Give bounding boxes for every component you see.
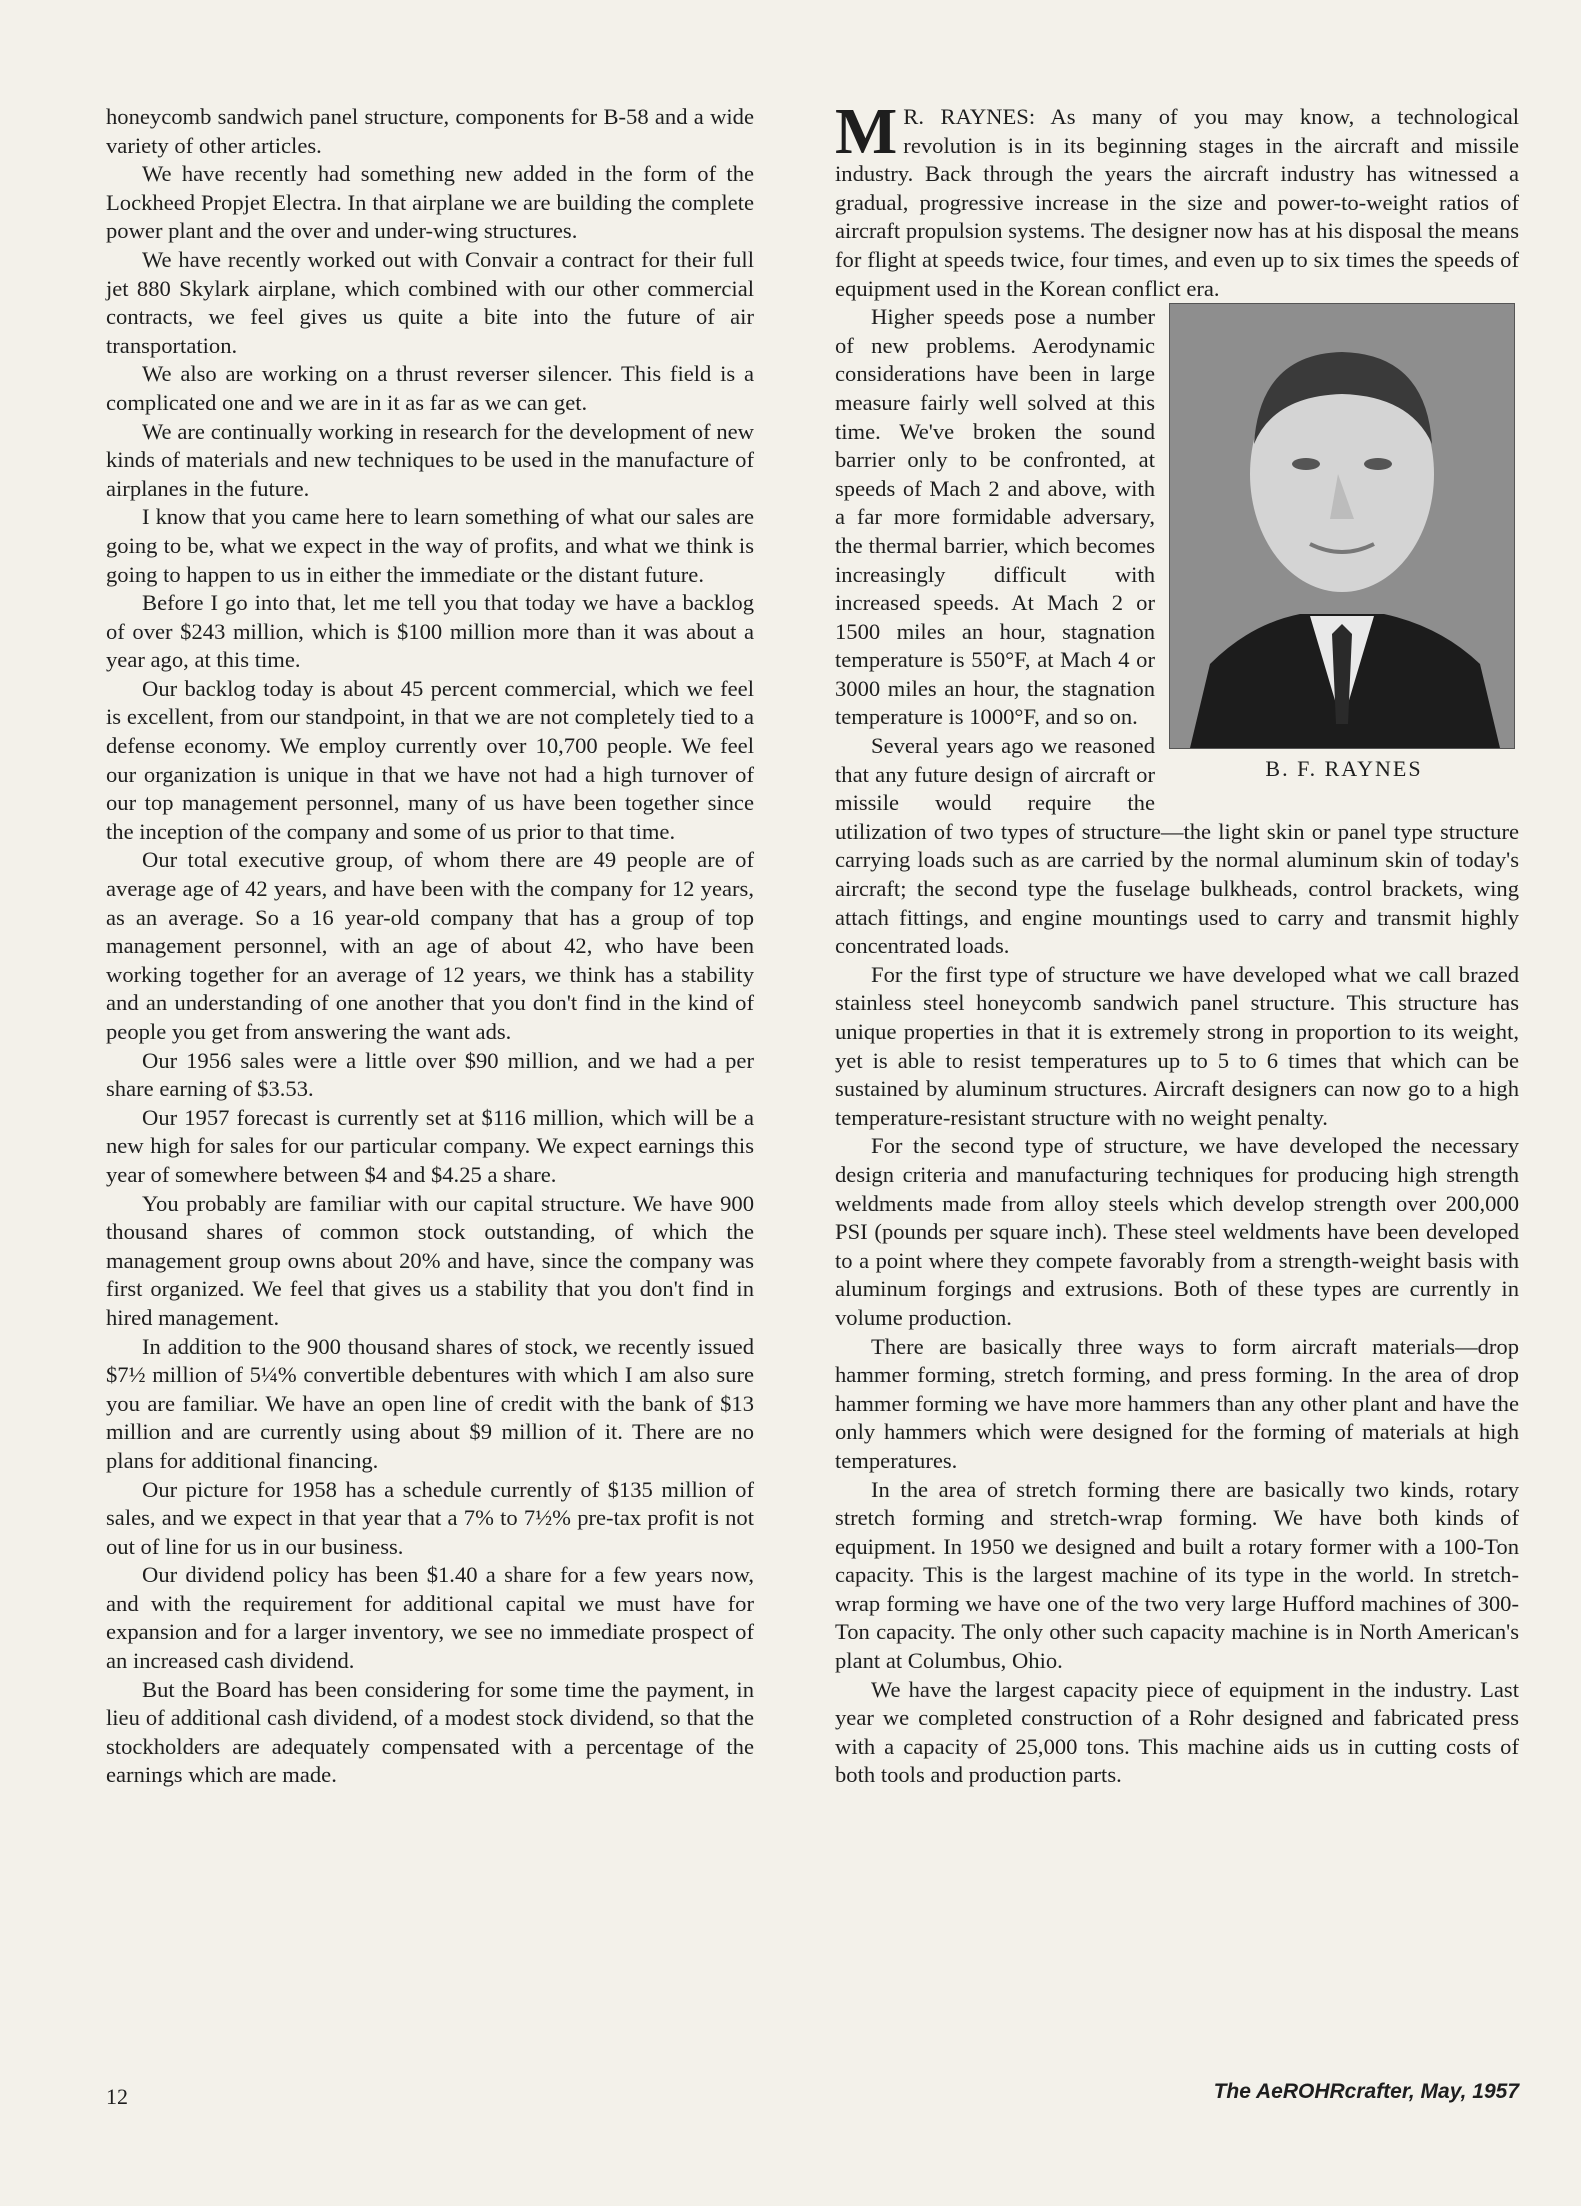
right-column bbox=[835, 95, 1519, 1790]
left-paragraph: Our backlog today is about 45 percent commercial, which we feel is excellent, from our standpoint, in that we are not completely tied to a defense economy. We employ currently over 10,700 people. We feel our organization is unique in that we have not had a high turnover of our top management personnel, many of us have been together since the inception of the company and some of us prior to that time. bbox=[106, 675, 754, 844]
left-paragraph: We have recently had something new added in the form of the Lockheed Propjet Electra. In that airplane we are building the complete power plant and the over and under-wing structures. bbox=[106, 161, 754, 244]
left-paragraph: We have recently worked out with Convair a contract for their full jet 880 Skylark airplane, which combined with our other commercial contracts, we feel gives us quite a bite into the future of air transportation. bbox=[106, 246, 754, 358]
left-paragraph: Our 1956 sales were a little over $90 million, and we had a per share earning of $3.53. bbox=[106, 1047, 754, 1102]
left-paragraph: But the Board has been considering for some time the payment, in lieu of additional cash dividend, of a modest stock dividend, so that the stockholders are adequately compensated with a percentage of the earnings which are made. bbox=[106, 1676, 754, 1788]
photo-caption: B. F. RAYNES bbox=[1265, 756, 1423, 782]
right-paragraph: For the second type of structure, we have developed the necessary design criteria and manufacturing techniques for producing high strength weldments made from alloy steels which develop strength over 200,000 PSI (pounds per square inch). These steel weldments have been developed to a point where they compete favorably from a strength-weight basis with aluminum forgings and extrusions. Both of these types are currently in volume production. bbox=[835, 1133, 1519, 1330]
left-paragraph: honeycomb sandwich panel structure, components for B-58 and a wide variety of other articles. bbox=[106, 104, 754, 158]
right-paragraph: Several years ago we reasoned that any future design of aircraft or missile would require the utilization of two types of structure—the light skin or panel type structure carrying loads such as are carried by the normal aluminum skin of today's aircraft; the second type the fuselage bulkheads, control brackets, wing attach fittings, and engine mountings used to carry and transmit highly concentrated loads. bbox=[835, 733, 1519, 959]
left-paragraph: Our picture for 1958 has a schedule currently of $135 million of sales, and we expect in that year that a 7% to 7½% pre-tax profit is not out of line for us in our business. bbox=[106, 1476, 754, 1559]
right-paragraph: In the area of stretch forming there are basically two kinds, rotary stretch forming and stretch-wrap forming. We have both kinds of equipment. In 1950 we designed and built a rotary former with a 100-Ton capacity. This is the largest machine of its type in the world. In stretch-wrap forming we have one of the two very large Hufford machines of 300-Ton capacity. The only other such capacity machine is in North American's plant at Columbus, Ohio. bbox=[835, 1476, 1519, 1674]
right-paragraph: There are basically three ways to form aircraft materials—drop hammer forming, stretch forming, and press forming. In the area of drop hammer forming we have more hammers than any other plant and have the only hammers which were designed for the forming of materials at high temperatures. bbox=[835, 1333, 1519, 1473]
portrait-figure bbox=[1169, 303, 1519, 788]
left-paragraph: In addition to the 900 thousand shares of stock, we recently issued $7½ million of 5¼% convertible debentures with which I am also sure you are familiar. We have an open line of credit with the bank of $13 million and are currently using about $9 million of it. There are no plans for additional financing. bbox=[106, 1333, 754, 1473]
left-paragraph: We are continually working in research for the development of new kinds of materials and new techniques to be used in the manufacture of airplanes in the future. bbox=[106, 418, 754, 501]
left-paragraph: Our dividend policy has been $1.40 a share for a few years now, and with the requirement for additional capital we must have for expansion and for a larger inventory, we see no immediate prospect of an increased cash dividend. bbox=[106, 1562, 754, 1674]
drop-cap: M bbox=[835, 95, 898, 168]
portrait-illustration bbox=[1170, 304, 1514, 748]
left-paragraph: You probably are familiar with our capital structure. We have 900 thousand shares of common stock outstanding, of which the management group owns about 20% and have, since the company was first organized. We feel that gives us a stability that you don't find in hired management. bbox=[106, 1190, 754, 1330]
publication-footer: The AeROHRcrafter, May, 1957 bbox=[1213, 2080, 1519, 2103]
right-paragraph: Higher speeds pose a number of new problems. Aerodynamic considerations have been in large measure fairly well solved at this time. We've broken the sound barrier only to be confronted, at speeds of Mach 2 and above, with a far more formidable adversary, the thermal barrier, which becomes increasingly difficult with increased speeds. At Mach 2 or 1500 miles an hour, stagnation temperature is 550°F, at Mach 4 or 3000 miles an hour, the stagnation temperature is 1000°F, and so on. bbox=[835, 304, 1155, 730]
opening-text: R. RAYNES: As many of you may know, a technological revolution is in its beginning stages in the aircraft and missile industry. Back through the years the aircraft industry has witnessed a gradual, progressive increase in the size and power-to-weight ratios of aircraft propulsion systems. The designer now has at his disposal the means for flight at speeds twice, four times, and even up to six times the speeds of equipment used in the Korean conflict era. bbox=[835, 104, 1519, 301]
left-column bbox=[106, 103, 754, 1790]
left-paragraph: We also are working on a thrust reverser silencer. This field is a complicated one and we are in it as far as we can get. bbox=[106, 361, 754, 415]
page-number: 12 bbox=[106, 2084, 128, 2109]
opening-paragraph bbox=[835, 95, 1519, 303]
left-paragraph: Our total executive group, of whom there are 49 people are of average age of 42 years, and have been with the company for 12 years, as an average. So a 16 year-old company that has a group of top management personnel, with an age of about 42, who have been working together for an average of 12 years, we think has a stability and an understanding of one another that you don't find in the kind of people you get from answering the want ads. bbox=[106, 847, 754, 1044]
left-paragraph: I know that you came here to learn something of what our sales are going to be, what we expect in the way of profits, and what we think is going to happen to us in either the immediate or the distant future. bbox=[106, 504, 754, 587]
left-paragraph: Our 1957 forecast is currently set at $116 million, which will be a new high for sales for our particular company. We expect earnings this year of somewhere between $4 and $4.25 a share. bbox=[106, 1104, 754, 1187]
portrait-photo bbox=[1169, 303, 1515, 749]
right-paragraph: We have the largest capacity piece of equipment in the industry. Last year we completed construction of a Rohr designed and fabricated press with a capacity of 25,000 tons. This machine aids us in cutting costs of both tools and production parts. bbox=[835, 1676, 1519, 1788]
left-paragraph: Before I go into that, let me tell you that today we have a backlog of over $243 million, which is $100 million more than it was about a year ago, at this time. bbox=[106, 590, 754, 673]
right-paragraph: For the first type of structure we have developed what we call brazed stainless steel honeycomb sandwich panel structure. This structure has unique properties in that it is extremely strong in proportion to its weight, yet is able to resist temperatures up to 5 to 6 times that which can be sustained by aluminum structures. Aircraft designers can now go to a high temperature-resistant structure with no weight penalty. bbox=[835, 961, 1519, 1130]
